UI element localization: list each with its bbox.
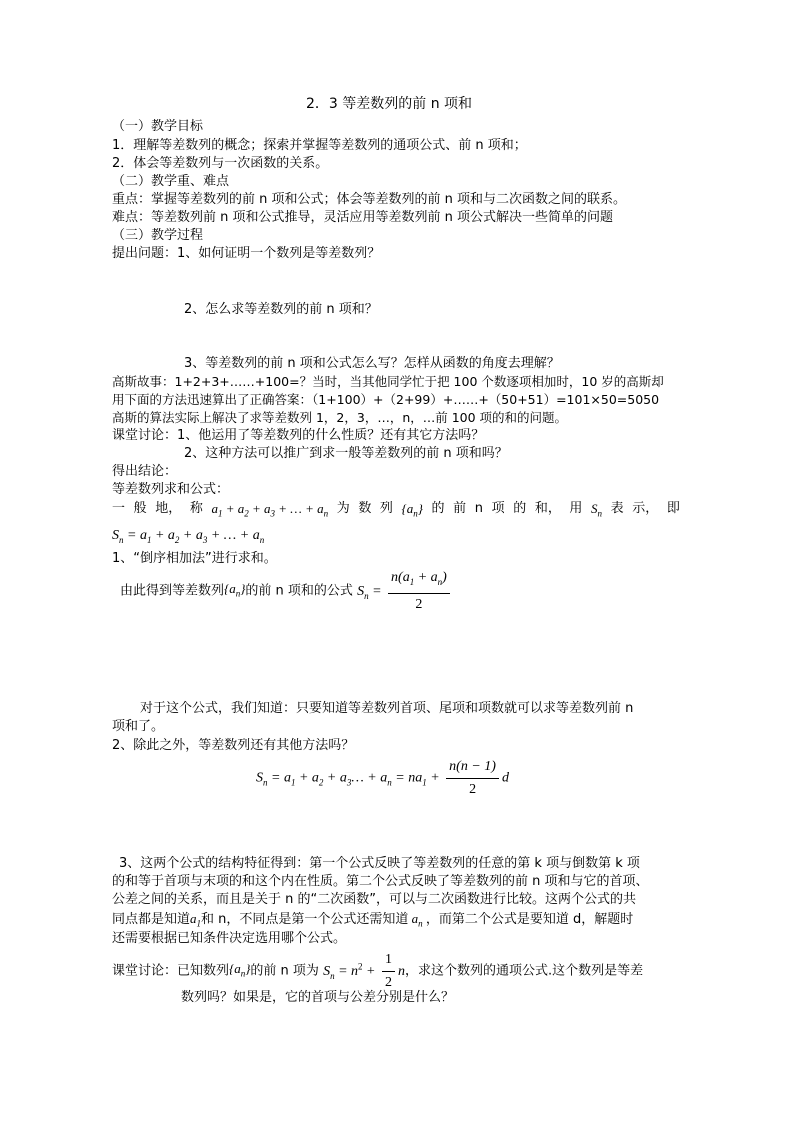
structure-line-3: 公差之间的关系，而且是关于 n 的“二次函数”，可以与二次函数进行比较。这两个公式的共: [112, 892, 636, 907]
question-2: 2、怎么求等差数列的前 n 项和？: [184, 302, 378, 317]
def-word: 和，: [534, 501, 561, 516]
key-point-line: 重点：掌握等差数列的前 n 项和公式；体会等差数列的前 n 项和与二次函数之间的联系。: [112, 192, 627, 207]
goal-line-1: 1．理解等差数列的概念；探索并掌握等差数列的通项公式、前 n 项和；: [112, 138, 527, 153]
def-word: 的: [513, 501, 527, 516]
structure-text-c: ，而第二个公式是要知道 d，解题时: [425, 912, 634, 927]
structure-line-5: 还需要根据已知条件决定选用哪个公式。: [112, 931, 347, 946]
nth-term-symbol: $a_n$: [408, 911, 423, 929]
example-text-a: 课堂讨论：已知数列: [112, 963, 230, 979]
example-line-2: 数列吗？如果是，它的首项与公差分别是什么？: [181, 990, 455, 1005]
def-word: 用: [569, 501, 583, 516]
sequence-symbol: $\{a_n\}$: [224, 581, 246, 599]
def-word: 表: [610, 501, 624, 516]
def-word: 为: [336, 501, 350, 516]
discussion-1: 课堂讨论：1、他运用了等差数列的什么性质？还有其它方法吗？: [112, 428, 485, 443]
definition-line: [112, 500, 680, 523]
derive-text-a: 由此得到等差数列: [120, 583, 225, 599]
derive-text-b: 的前 n 项和的公式: [245, 583, 353, 599]
section-heading-process: （三）教学过程: [112, 228, 204, 243]
knowledge-line-2: 项和了。: [112, 719, 165, 734]
section-heading-keypoints: （二）教学重、难点: [112, 174, 230, 189]
def-word: 的: [431, 501, 445, 516]
sum-formula-1: $S_n$ = $\frac{n(a_1 + a_n)}{2}$: [357, 584, 453, 599]
def-word: 示，: [632, 501, 659, 516]
derived-formula-line: [120, 568, 453, 615]
def-word: 般: [133, 501, 147, 516]
def-word: n: [474, 501, 483, 516]
example-text-c: ，求这个数列的通项公式.这个数列是等差: [404, 963, 644, 979]
example-line-1: [112, 950, 643, 993]
discussion-2: 2、这种方法可以推广到求一般等差数列的前 n 项和吗？: [184, 446, 508, 461]
sum-definition-formula: $S_n = a_1 + a_2 + a_3$ + … + $a_n$: [112, 528, 265, 545]
section-heading-objectives: （一）教学目标: [112, 119, 204, 134]
def-word: 一: [112, 501, 126, 516]
first-term-symbol: $a_1$: [190, 911, 202, 929]
def-word: 即: [666, 501, 680, 516]
formula-title: 等差数列求和公式：: [112, 482, 230, 497]
difficulty-line: 难点：等差数列前 n 项和公式推导，灵活应用等差数列前 n 项公式解决一些简单的问题: [112, 210, 614, 225]
def-word: 列: [379, 501, 393, 516]
structure-text-b: 和 n，不同点是第一个公式还需知道: [201, 912, 409, 927]
sequence-symbol: $\{a_n\}$: [229, 961, 251, 979]
structure-text-a: 同点都是知道: [112, 912, 191, 927]
structure-line-1: 3、这两个公式的结构特征得到：第一个公式反映了等差数列的任意的第 k 项与倒数第 k 项: [119, 856, 640, 871]
example-formula: $S_n = n^2$ + $\frac{1}{2}$ n: [323, 952, 405, 990]
def-word: 项: [491, 501, 505, 516]
knowledge-line-1: 对于这个公式，我们知道：只要知道等差数列首项、尾项和项数就可以求等差数列前 n: [140, 701, 634, 716]
conclusion-label: 得出结论：: [112, 464, 178, 479]
def-word: 前: [453, 501, 467, 516]
def-word: 数: [358, 501, 372, 516]
goal-line-2: 2．体会等差数列与一次函数的关系。: [112, 156, 329, 171]
sequence-symbol: $\{a_n\}$: [401, 501, 423, 519]
sum-formula-2: $S_n = a_1 + a_2$ + $a_3\dots + a_n = na_1$ + $\frac{n(n - 1)}{2}$ d: [256, 759, 509, 797]
example-text-b: 的前 n 项为: [250, 963, 319, 979]
other-method-question: 2、除此之外，等差数列还有其他方法吗？: [112, 738, 355, 753]
sum-expression: $a_1 + a_2 + a_3$ + … + $a_n$: [211, 501, 329, 519]
def-word: 地，: [155, 501, 182, 516]
reverse-addition-method: 1、“倒序相加法”进行求和。: [112, 551, 277, 566]
question-1: 提出问题：1、如何证明一个数列是等差数列？: [112, 246, 381, 261]
def-word: 称: [189, 501, 203, 516]
gauss-story-line-1: 高斯故事：1+2+3+……+100=？当时，当其他同学忙于把 100 个数逐项相加时，10 岁的高斯却: [112, 374, 664, 389]
gauss-story-line-3: 高斯的算法实际上解决了求等差数列 1，2，3，…，n，…前 100 项的和的问题。: [112, 410, 568, 425]
gauss-story-line-2: 用下面的方法迅速算出了正确答案：（1+100）+（2+99）+……+（50+51）=101×50=5050: [112, 392, 660, 407]
structure-line-2: 的和等于首项与末项的和这个内在性质。第二个公式反映了等差数列的前 n 项和与它的首项、: [112, 874, 649, 889]
page-title: 2．3 等差数列的前 n 项和: [306, 96, 473, 112]
sum-symbol: $S_n$: [591, 501, 603, 519]
question-3: 3、等差数列的前 n 项和公式怎么写？怎样从函数的角度去理解？: [184, 356, 560, 371]
